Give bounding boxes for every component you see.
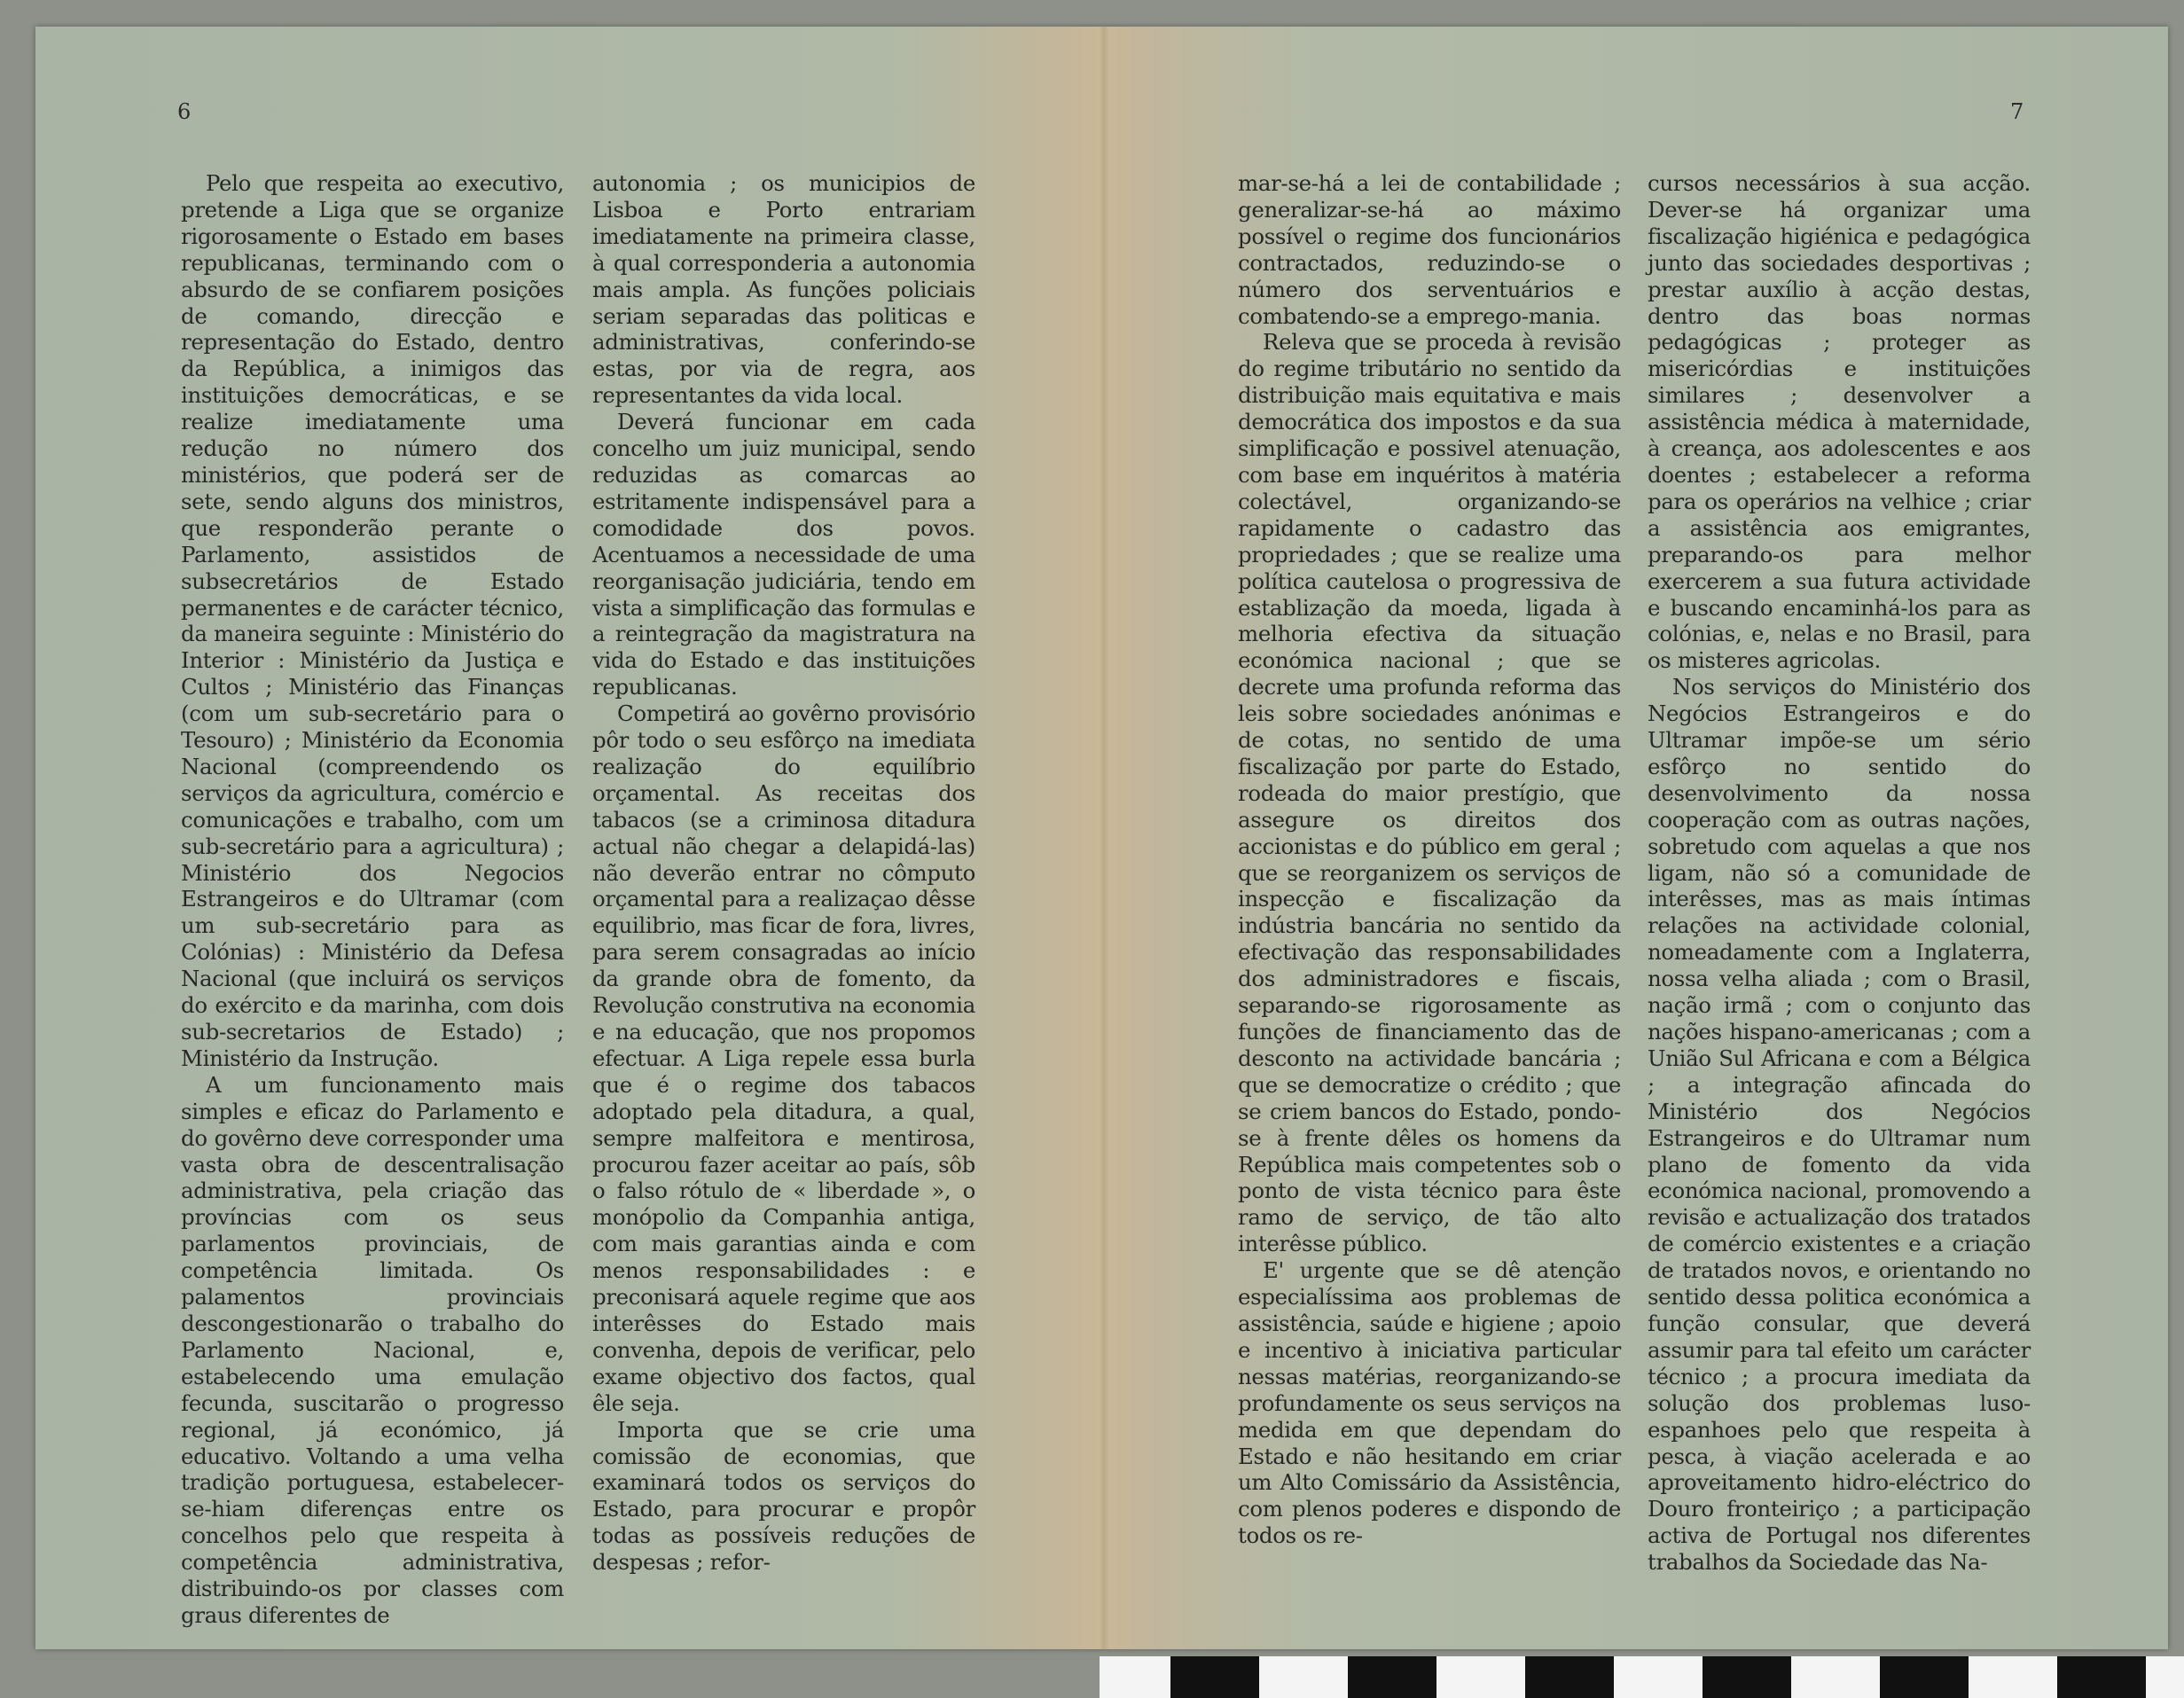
page-number-left: 6 <box>177 99 192 124</box>
paragraph: A um funcionamento mais simples e eficaz do Parlamento e do govêrno deve corresponder uma vasta obra de descentralisação administrativa, pela criação das províncias com os seus parlamentos provinciais, de competência limitada. Os palamentos provinciais descongestionarão o trabalho do Parlamento Nacional, e, estabelecendo uma emulação fecunda, suscitarão o progresso regional, já económico, já educativo. Voltando a uma velha tradição portuguesa, estabelecer-se-hiam diferenças entre os concelhos pelo que respeita à competência administrativa, distribuindo-os por classes com graus diferentes de <box>181 1071 564 1628</box>
paragraph: Importa que se crie uma comissão de economias, que examinará todos os serviços do Estado, para procurar e propôr todas as possíveis reduções de despesas ; refor- <box>592 1416 975 1576</box>
scale-ruler <box>1100 1656 2184 1698</box>
ruler-segment <box>1880 1656 1969 1698</box>
ruler-segment <box>1348 1656 1436 1698</box>
ruler-segment <box>2057 1656 2146 1698</box>
text-column-2 <box>592 170 975 1576</box>
paragraph: cursos necessários à sua acção. Dever-se há organizar uma fiscalização higiénica e pedagógica junto das sociedades desportivas ; prestar auxílio à acção destas, dentro das boas normas pedagógicas ; proteger as misericórdias e instituições similares ; desenvolver a assistência médica à maternidade, à creança, aos adolescentes e aos doentes ; estabelecer a reforma para os operários na velhice ; criar a assistência aos emigrantes, preparando-os para melhor exercerem a sua futura actividade e buscando encaminhá-los para as colónias, e, nelas e no Brasil, para os misteres agricolas. <box>1648 170 2031 674</box>
paragraph: Nos serviços do Ministério dos Negócios Estrangeiros e do Ultramar impõe-se um sério esfôrço no sentido do desenvolvimento da nossa cooperação com as outras nações, sobretudo com aquelas a que nos ligam, não só a comunidade de interêsses, mas as mais íntimas relações na actividade colonial, nomeadamente com a Inglaterra, nossa velha aliada ; com o Brasil, nação irmã ; com o conjunto das nações hispano-americanas ; com a União Sul Africana e com a Bélgica ; a integração afincada do Ministério dos Negócios Estrangeiros e do Ultramar num plano de fomento da vida económica nacional, promovendo a revisão e actualização dos tratados de comércio existentes e a criação de tratados novos, e orientando no sentido dessa politica económica a função consular, que deverá assumir para tal efeito um carácter técnico ; a procura imediata da solução dos problemas luso-espanhoes pelo que respeita à pesca, à viação acelerada e ao aproveitamento hidro-eléctrico do Douro fronteiriço ; a participação activa de Portugal nos diferentes trabalhos da Sociedade das Na- <box>1648 674 2031 1576</box>
paragraph: Deverá funcionar em cada concelho um juiz municipal, sendo reduzidas as comarcas ao estritamente indispensável para a comodidade dos povos. Acentuamos a necessidade de uma reorganisação judiciária, tendo em vista a simplificação das formulas e a reintegração da magistratura na vida do Estado e das instituições republicanas. <box>592 409 975 700</box>
page-fold <box>1100 27 1108 1649</box>
text-column-1 <box>181 170 564 1629</box>
paragraph: E' urgente que se dê atenção especialíssima aos problemas de assistência, saúde e higiene ; apoio e incentivo à iniciativa particular nessas matérias, reorganizando-se profundamente os seus serviços na medida em que dependam do Estado e não hesitando em criar um Alto Comissário da Assistência, com plenos poderes e dispondo de todos os re- <box>1238 1257 1621 1549</box>
paragraph: Pelo que respeita ao executivo, pretende a Liga que se organize rigorosamente o Estado em bases republicanas, terminando com o absurdo de se confiarem posições de comando, direcção e representação do Estado, dentro da República, a inimigos das instituições democráticas, e se realize imediatamente uma redução no número dos ministérios, que poderá ser de sete, sendo alguns dos ministros, que responderão perante o Parlamento, assistidos de subsecretários de Estado permanentes e de carácter técnico, da maneira seguinte : Ministério do Interior : Ministério da Justiça e Cultos ; Ministério das Finanças (com um sub-secretário para o Tesouro) ; Ministério da Economia Nacional (compreendendo os serviços da agricultura, comércio e comunicações e trabalho, com um sub-secretário para a agricultura) ; Ministério dos Negocios Estrangeiros e do Ultramar (com um sub-secretário para as Colónias) : Ministério da Defesa Nacional (que incluirá os serviços do exército e da marinha, com dois sub-secretarios de Estado) ; Ministério da Instrução. <box>181 170 564 1071</box>
paragraph: Releva que se proceda à revisão do regime tributário no sentido da distribuição mais equitativa e mais democrática dos impostos e da sua simplificação e possivel atenuação, com base em inquéritos à matéria colectável, organizando-se rapidamente o cadastro das propriedades ; que se realize uma política cautelosa o progressiva de establização da moeda, ligada à melhoria efectiva da situação económica nacional ; que se decrete uma profunda reforma das leis sobre sociedades anónimas e de cotas, no sentido de uma fiscalização por parte do Estado, rodeada do maior prestígio, que assegure os direitos dos accionistas e do público em geral ; que se reorganizem os serviços de inspecção e fiscalização da indústria bancária no sentido da efectivação das responsabilidades dos administradores e fiscais, separando-se rigorosamente as funções de financiamento das de desconto na actividade bancária ; que se democratize o crédito ; que se criem bancos do Estado, pondo-se à frente dêles os homens da República mais competentes sob o ponto de vista técnico para êste ramo de serviço, de tão alto interêsse público. <box>1238 329 1621 1257</box>
page-number-right: 7 <box>2010 99 2024 124</box>
paragraph: Competirá ao govêrno provisório pôr todo o seu esfôrço na imediata realização do equilíbrio orçamental. As receitas dos tabacos (se a criminosa ditadura actual não chegar a delapidá-las) não deverão entrar no cômputo orçamental para a realizaçao dêsse equilibrio, mas ficar de fora, livres, para serem consagradas ao início da grande obra de fomento, da Revolução construtiva na economia e na educação, que nos propomos efectuar. A Liga repele essa burla que é o regime dos tabacos adoptado pela ditadura, a qual, sempre malfeitora e mentirosa, procurou fazer aceitar ao país, sôb o falso rótulo de « liberdade », o monópolio da Companhia antiga, com mais garantias ainda e com menos responsabilidades : e preconisará aquele regime que aos interêsses do Estado mais convenha, depois de verificar, pelo exame objectivo dos factos, qual êle seja. <box>592 700 975 1416</box>
ruler-segment <box>1703 1656 1791 1698</box>
ruler-segment <box>1170 1656 1259 1698</box>
text-column-4 <box>1648 170 2031 1576</box>
text-column-3 <box>1238 170 1621 1549</box>
ruler-segment <box>1525 1656 1614 1698</box>
paragraph: autonomia ; os municipios de Lisboa e Porto entrariam imediatamente na primeira classe, à qual corresponderia a autonomia mais ampla. As funções policiais seriam separadas das politicas e administrativas, conferindo-se estas, por via de regra, aos representantes da vida local. <box>592 170 975 409</box>
paragraph: mar-se-há a lei de contabilidade ; generalizar-se-há ao máximo possível o regime dos funcionários contractados, reduzindo-se o número dos serventuários e combatendo-se a emprego-mania. <box>1238 170 1621 329</box>
document-spread <box>35 27 2168 1649</box>
